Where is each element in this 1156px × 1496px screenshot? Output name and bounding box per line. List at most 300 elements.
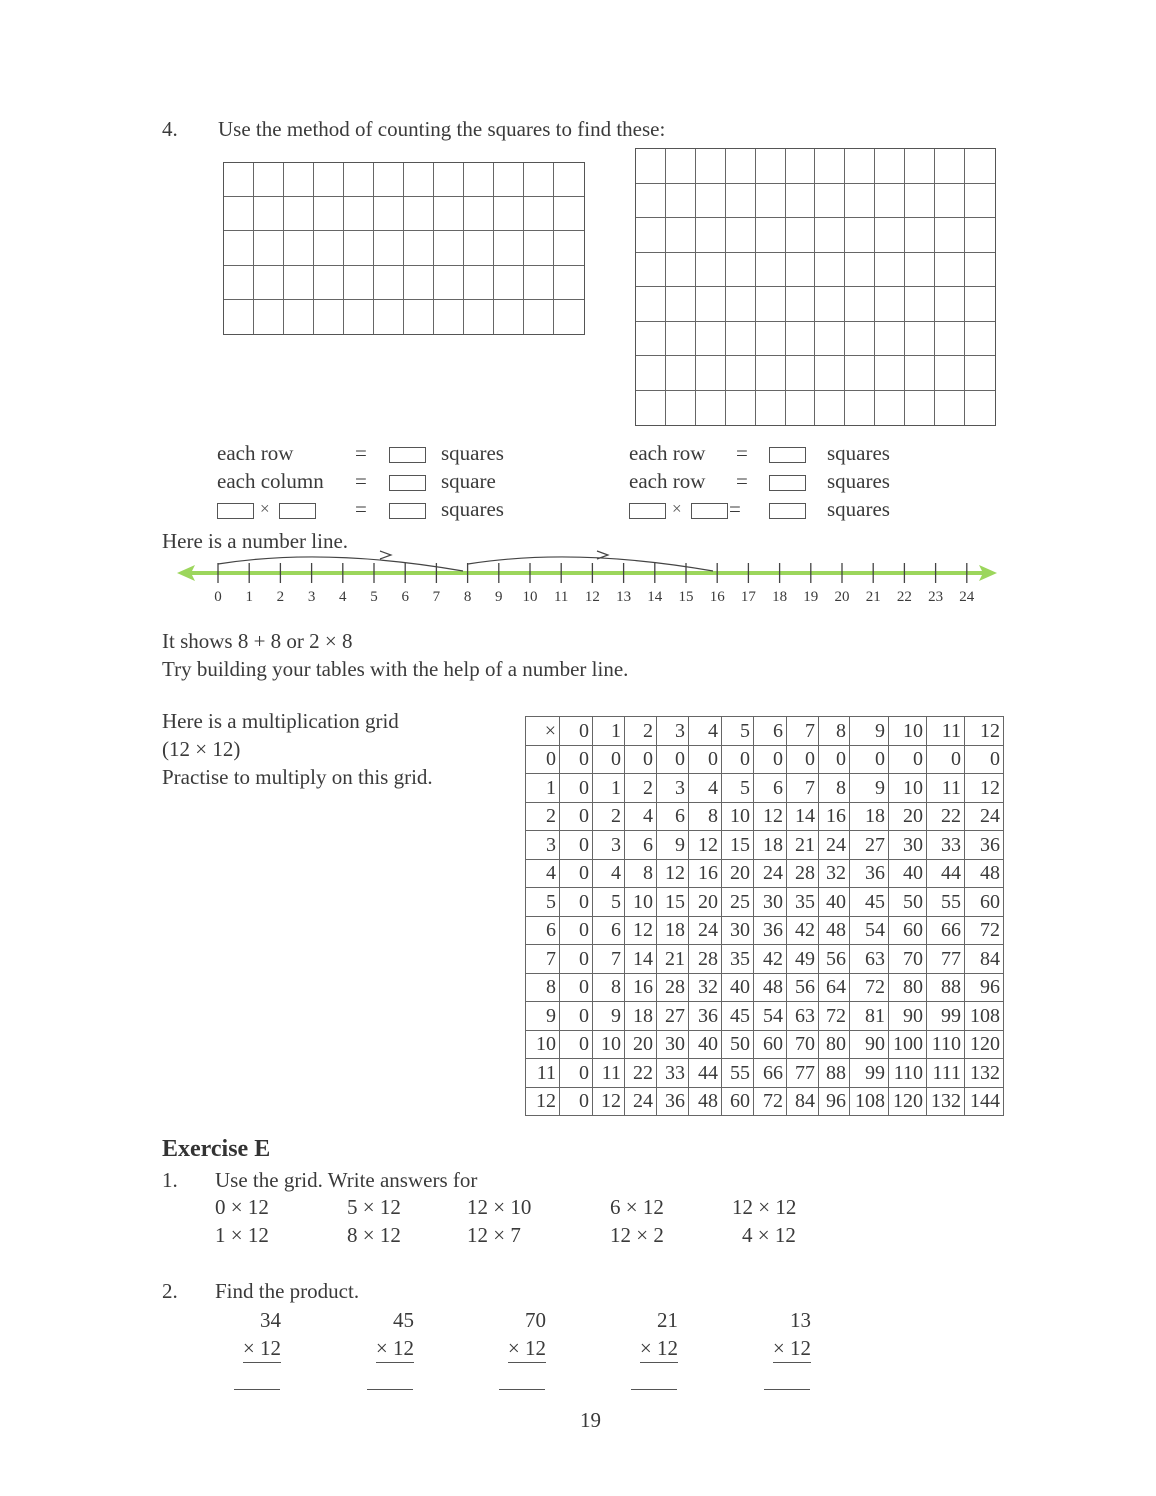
grid-square: [905, 184, 935, 219]
grid-square: [726, 218, 756, 253]
product-cell: 9: [850, 774, 889, 803]
answer-line[interactable]: [631, 1389, 677, 1390]
product-cell: 48: [965, 859, 1004, 888]
tick-label: 23: [928, 589, 944, 605]
product-cell: 120: [889, 1087, 927, 1116]
product-cell: 120: [965, 1030, 1004, 1059]
factor-box[interactable]: [691, 503, 728, 519]
product-cell: 0: [819, 745, 850, 774]
product-cell: 27: [850, 831, 889, 860]
grid-square: [464, 266, 494, 300]
product-cell: 3: [593, 831, 625, 860]
product-cell: 20: [889, 802, 927, 831]
product-cell: 132: [965, 1059, 1004, 1088]
grid-square: [726, 287, 756, 322]
product-cell: 10: [625, 888, 657, 917]
row-factor-cell: 11: [526, 1059, 560, 1088]
product-cell: 48: [819, 916, 850, 945]
product-cell: 6: [754, 717, 787, 746]
factor-box[interactable]: [217, 503, 254, 519]
product-cell: 8: [819, 717, 850, 746]
product-cell: 0: [560, 916, 593, 945]
product-cell: 0: [722, 745, 754, 774]
product-cell: 28: [689, 945, 722, 974]
product-cell: 99: [850, 1059, 889, 1088]
grid-square: [756, 218, 786, 253]
grid-square: [494, 197, 524, 231]
product-cell: 80: [819, 1030, 850, 1059]
grid-square: [905, 253, 935, 288]
product-cell: 32: [819, 859, 850, 888]
counting-grid-left: [223, 162, 585, 335]
unit-label: squares: [827, 441, 890, 465]
grid-square: [726, 184, 756, 219]
tick-label: 3: [307, 589, 316, 605]
grid-square: [224, 197, 254, 231]
product-cell: 4: [593, 859, 625, 888]
row-factor-cell: 7: [526, 945, 560, 974]
product-cell: 16: [819, 802, 850, 831]
grid-square: [756, 356, 786, 391]
grid-square: [666, 253, 696, 288]
product-cell: 22: [625, 1059, 657, 1088]
product-cell: 0: [560, 1059, 593, 1088]
product-cell: 77: [927, 945, 965, 974]
grid-square: [845, 184, 875, 219]
product-cell: 9: [657, 831, 689, 860]
grid-square: [344, 266, 374, 300]
product-cell: 3: [657, 717, 689, 746]
product-cell: 0: [560, 774, 593, 803]
answer-box[interactable]: [389, 475, 426, 491]
table-row: [526, 831, 1004, 860]
product-cell: 60: [722, 1087, 754, 1116]
grid-square: [935, 391, 965, 426]
product-cell: 30: [722, 916, 754, 945]
product-cell: 9: [850, 717, 889, 746]
answer-box[interactable]: [389, 447, 426, 463]
grid-square: [696, 184, 726, 219]
product-cell: 144: [965, 1087, 1004, 1116]
unit-label: square: [441, 469, 496, 493]
tick-label: 13: [616, 589, 632, 605]
grid-square: [905, 322, 935, 357]
grid-square: [756, 149, 786, 184]
q1-item: 1 × 12: [215, 1223, 269, 1247]
grid-square: [965, 287, 995, 322]
equation-label: each row: [629, 441, 706, 465]
grid-square: [374, 197, 404, 231]
multiplier: × 12: [376, 1334, 414, 1363]
product-cell: 11: [927, 717, 965, 746]
product-cell: 110: [889, 1059, 927, 1088]
product-cell: 90: [889, 1002, 927, 1031]
grid-square: [434, 266, 464, 300]
grid-square: [726, 356, 756, 391]
grid-square: [314, 197, 344, 231]
grid-square: [314, 266, 344, 300]
product-cell: 1: [593, 774, 625, 803]
grid-square: [224, 300, 254, 334]
tick-label: 20: [834, 589, 850, 605]
page-number: 19: [580, 1408, 601, 1432]
grid-square: [524, 300, 554, 334]
product-cell: 22: [927, 802, 965, 831]
product-cell: 66: [927, 916, 965, 945]
grid-square: [254, 197, 284, 231]
answer-line[interactable]: [234, 1389, 280, 1390]
product-cell: 2: [625, 717, 657, 746]
tick-label: 8: [463, 589, 472, 605]
product-cell: 16: [625, 973, 657, 1002]
grid-square: [965, 356, 995, 391]
table-row: [526, 1030, 1004, 1059]
product-cell: 12: [593, 1087, 625, 1116]
product-cell: 8: [593, 973, 625, 1002]
grid-square: [524, 163, 554, 197]
grid-square: [284, 266, 314, 300]
mult-grid-intro: Here is a multiplication grid: [162, 709, 399, 733]
q1-item: 12 × 2: [610, 1223, 664, 1247]
product-cell: 36: [850, 859, 889, 888]
product-cell: 48: [689, 1087, 722, 1116]
product-cell: 12: [657, 859, 689, 888]
grid-square: [875, 287, 905, 322]
grid-square: [875, 322, 905, 357]
tick-label: 11: [553, 589, 569, 605]
product-cell: 55: [927, 888, 965, 917]
product-cell: 33: [657, 1059, 689, 1088]
row-factor-cell: 5: [526, 888, 560, 917]
grid-square: [374, 163, 404, 197]
product-cell: 18: [625, 1002, 657, 1031]
product-cell: 28: [657, 973, 689, 1002]
grid-square: [905, 356, 935, 391]
product-cell: 10: [889, 717, 927, 746]
product-cell: 30: [754, 888, 787, 917]
table-row: [526, 1002, 1004, 1031]
factor-box[interactable]: [279, 503, 316, 519]
grid-square: [935, 322, 965, 357]
grid-square: [875, 391, 905, 426]
product-cell: 110: [927, 1030, 965, 1059]
tick-label: 7: [432, 589, 441, 605]
equals-sign: =: [355, 441, 367, 465]
product-cell: 40: [889, 859, 927, 888]
product-cell: 15: [657, 888, 689, 917]
grid-square: [314, 163, 344, 197]
product-cell: 14: [787, 802, 819, 831]
tick-label: 18: [772, 589, 788, 605]
product-cell: 24: [625, 1087, 657, 1116]
equals-sign: =: [355, 497, 367, 521]
product-cell: 0: [560, 859, 593, 888]
product-cell: 40: [722, 973, 754, 1002]
grid-square: [815, 218, 845, 253]
product-cell: 42: [754, 945, 787, 974]
table-row: [526, 888, 1004, 917]
answer-box[interactable]: [769, 475, 806, 491]
product-cell: 24: [965, 802, 1004, 831]
tick-label: 10: [522, 589, 538, 605]
grid-square: [636, 253, 666, 288]
tick-label: 5: [370, 589, 378, 605]
product-cell: 66: [754, 1059, 787, 1088]
table-row: [526, 745, 1004, 774]
row-factor-cell: 9: [526, 1002, 560, 1031]
product-cell: 84: [965, 945, 1004, 974]
tick-label: 0: [214, 589, 222, 605]
grid-square: [845, 356, 875, 391]
product-cell: 96: [965, 973, 1004, 1002]
grid-square: [726, 253, 756, 288]
multiplicand: 34: [260, 1308, 281, 1332]
grid-square: [815, 391, 845, 426]
product-cell: 4: [689, 774, 722, 803]
product-cell: 5: [722, 774, 754, 803]
grid-square: [636, 184, 666, 219]
product-cell: 33: [927, 831, 965, 860]
grid-square: [284, 300, 314, 334]
grid-square: [636, 356, 666, 391]
factor-box[interactable]: [629, 503, 666, 519]
grid-square: [965, 149, 995, 184]
product-cell: 8: [689, 802, 722, 831]
grid-square: [464, 300, 494, 334]
grid-square: [404, 197, 434, 231]
product-cell: 4: [689, 717, 722, 746]
number-line-labels: [175, 589, 1005, 609]
question-number: 4.: [162, 117, 178, 141]
grid-square: [284, 197, 314, 231]
row-factor-cell: 1: [526, 774, 560, 803]
row-factor-cell: 4: [526, 859, 560, 888]
product-cell: 60: [889, 916, 927, 945]
grid-square: [434, 163, 464, 197]
product-cell: 4: [625, 802, 657, 831]
grid-square: [845, 287, 875, 322]
tick-label: 6: [401, 589, 409, 605]
product-cell: 100: [889, 1030, 927, 1059]
product-cell: 0: [560, 831, 593, 860]
row-factor-cell: 12: [526, 1087, 560, 1116]
q1-item: 4 × 12: [742, 1223, 796, 1247]
product-cell: 9: [593, 1002, 625, 1031]
product-cell: 60: [754, 1030, 787, 1059]
grid-square: [554, 163, 584, 197]
answer-box[interactable]: [769, 447, 806, 463]
multiplier: × 12: [243, 1334, 281, 1363]
tick-label: 16: [709, 589, 725, 605]
number-line-instruction: Try building your tables with the help of a number line.: [162, 657, 629, 681]
row-factor-cell: 8: [526, 973, 560, 1002]
q1-item: 6 × 12: [610, 1195, 664, 1219]
product-cell: 0: [965, 745, 1004, 774]
grid-square: [726, 322, 756, 357]
product-cell: 16: [689, 859, 722, 888]
product-cell: 99: [927, 1002, 965, 1031]
grid-square: [696, 322, 726, 357]
product-cell: 0: [560, 973, 593, 1002]
question-number: 1.: [162, 1168, 178, 1192]
product-cell: 44: [927, 859, 965, 888]
grid-square: [224, 231, 254, 265]
grid-square: [815, 287, 845, 322]
grid-square: [815, 322, 845, 357]
product-cell: 72: [819, 1002, 850, 1031]
grid-square: [696, 391, 726, 426]
multiplicand: 21: [657, 1308, 678, 1332]
product-cell: 0: [689, 745, 722, 774]
product-cell: 0: [560, 717, 593, 746]
product-cell: 0: [850, 745, 889, 774]
product-cell: 0: [625, 745, 657, 774]
product-cell: 40: [689, 1030, 722, 1059]
grid-square: [636, 391, 666, 426]
product-cell: 6: [657, 802, 689, 831]
grid-square: [666, 184, 696, 219]
times-sign: ×: [672, 499, 682, 518]
q1-item: 8 × 12: [347, 1223, 401, 1247]
product-cell: 5: [593, 888, 625, 917]
answer-line[interactable]: [499, 1389, 545, 1390]
grid-square: [965, 322, 995, 357]
times-sign: ×: [260, 499, 270, 518]
grid-square: [756, 322, 786, 357]
product-cell: 21: [787, 831, 819, 860]
counting-grid-right: [635, 148, 996, 426]
multiplier: × 12: [640, 1334, 678, 1363]
product-cell: 132: [927, 1087, 965, 1116]
product-cell: 80: [889, 973, 927, 1002]
table-row: [526, 1087, 1004, 1116]
grid-square: [875, 218, 905, 253]
product-cell: 24: [689, 916, 722, 945]
tick-label: 2: [276, 589, 285, 605]
product-cell: 2: [593, 802, 625, 831]
product-cell: 84: [787, 1087, 819, 1116]
grid-square: [666, 391, 696, 426]
grid-square: [344, 197, 374, 231]
product-cell: 40: [819, 888, 850, 917]
equals-sign: =: [729, 497, 741, 521]
product-cell: 0: [560, 745, 593, 774]
answer-box[interactable]: [769, 503, 806, 519]
grid-square: [344, 163, 374, 197]
number-line-intro: Here is a number line.: [162, 529, 349, 553]
product-cell: 36: [657, 1087, 689, 1116]
product-cell: 30: [657, 1030, 689, 1059]
q1-item: 12 × 10: [467, 1195, 532, 1219]
q1-item: 12 × 12: [732, 1195, 797, 1219]
product-problem: [761, 1306, 811, 1363]
product-cell: 77: [787, 1059, 819, 1088]
q1-item: 0 × 12: [215, 1195, 269, 1219]
grid-square: [696, 356, 726, 391]
product-cell: 48: [754, 973, 787, 1002]
grid-square: [696, 253, 726, 288]
grid-square: [935, 184, 965, 219]
product-cell: 70: [889, 945, 927, 974]
product-problem: [364, 1306, 414, 1363]
unit-label: squares: [827, 497, 890, 521]
grid-square: [815, 356, 845, 391]
multiplication-table: [525, 716, 1004, 1116]
grid-square: [374, 266, 404, 300]
product-cell: 8: [625, 859, 657, 888]
product-cell: 12: [754, 802, 787, 831]
product-cell: 63: [850, 945, 889, 974]
product-cell: 0: [657, 745, 689, 774]
product-cell: 56: [787, 973, 819, 1002]
table-row: [526, 945, 1004, 974]
unit-label: squares: [827, 469, 890, 493]
grid-square: [404, 231, 434, 265]
row-factor-cell: 2: [526, 802, 560, 831]
grid-square: [636, 287, 666, 322]
answer-box[interactable]: [389, 503, 426, 519]
product-cell: 12: [965, 717, 1004, 746]
grid-square: [554, 231, 584, 265]
grid-square: [554, 197, 584, 231]
product-cell: 0: [560, 888, 593, 917]
product-cell: 88: [927, 973, 965, 1002]
grid-square: [696, 287, 726, 322]
tick-label: 1: [245, 589, 253, 605]
product-cell: 60: [965, 888, 1004, 917]
grid-square: [786, 184, 816, 219]
grid-square: [524, 197, 554, 231]
answer-line[interactable]: [367, 1389, 413, 1390]
grid-square: [786, 253, 816, 288]
grid-square: [756, 391, 786, 426]
product-cell: 24: [819, 831, 850, 860]
grid-square: [905, 287, 935, 322]
product-cell: 28: [787, 859, 819, 888]
tick-label: 24: [959, 589, 975, 605]
answer-line[interactable]: [764, 1389, 810, 1390]
grid-square: [905, 391, 935, 426]
tick-label: 17: [740, 589, 756, 605]
grid-square: [905, 149, 935, 184]
grid-square: [875, 184, 905, 219]
product-cell: 72: [754, 1087, 787, 1116]
product-cell: 20: [625, 1030, 657, 1059]
product-cell: 11: [927, 774, 965, 803]
product-cell: 10: [889, 774, 927, 803]
product-cell: 44: [689, 1059, 722, 1088]
jump-arrow-0-8: [218, 557, 463, 571]
grid-square: [965, 391, 995, 426]
grid-square: [935, 356, 965, 391]
table-row: [526, 916, 1004, 945]
grid-square: [666, 218, 696, 253]
row-factor-cell: 10: [526, 1030, 560, 1059]
grid-square: [815, 149, 845, 184]
grid-square: [434, 231, 464, 265]
grid-square: [524, 266, 554, 300]
grid-square: [666, 322, 696, 357]
equation-label: each row: [629, 469, 706, 493]
tick-label: 12: [584, 589, 600, 605]
tick-label: 14: [647, 589, 663, 605]
grid-square: [224, 163, 254, 197]
product-cell: 10: [722, 802, 754, 831]
question-text: Find the product.: [215, 1279, 360, 1303]
grid-square: [494, 231, 524, 265]
product-cell: 32: [689, 973, 722, 1002]
row-factor-cell: ×: [526, 717, 560, 746]
